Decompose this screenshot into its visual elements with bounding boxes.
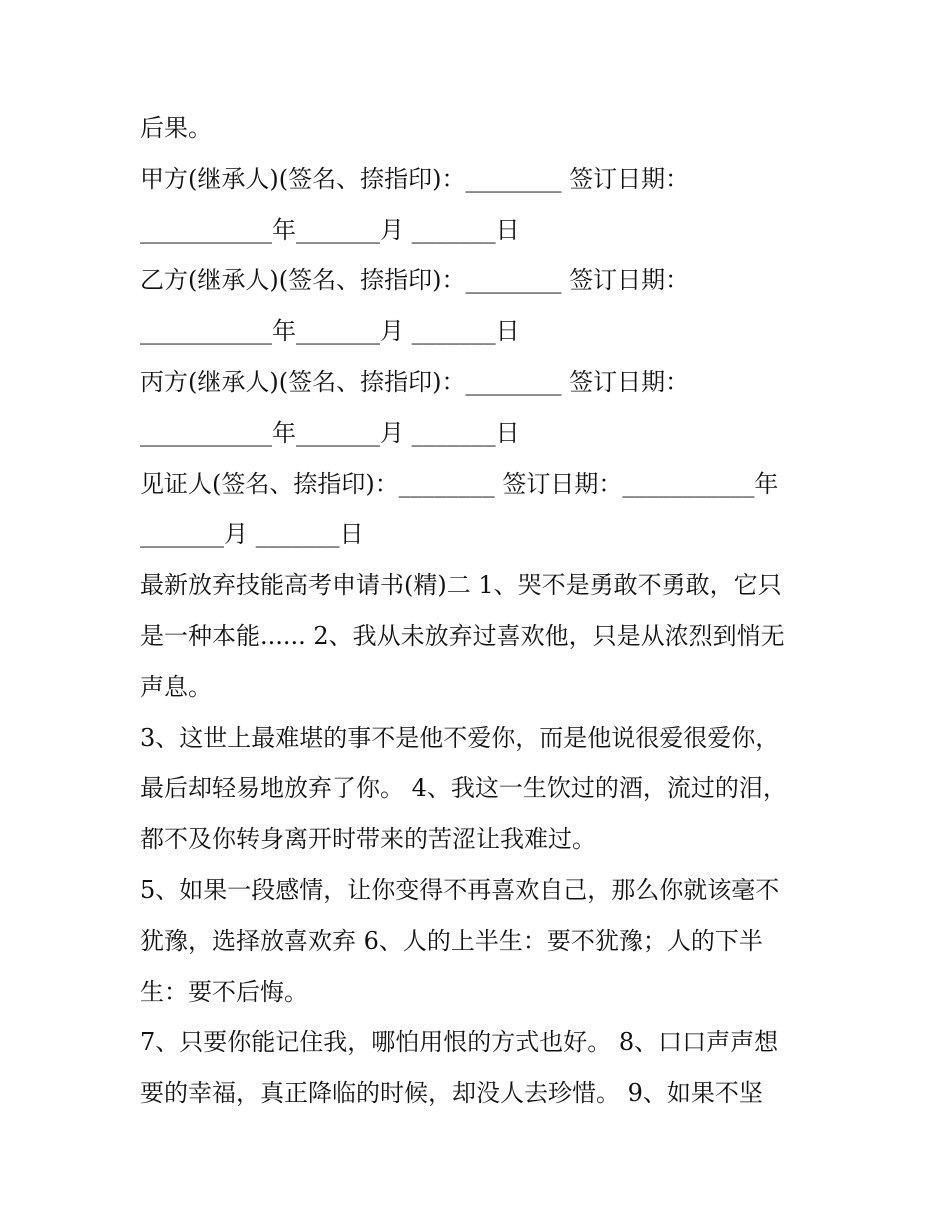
date-line: ___________年_______月 _______日	[140, 418, 520, 447]
text-line: 后果。	[140, 114, 212, 142]
date-line: ___________年_______月 _______日	[140, 215, 520, 244]
text-line: 7、只要你能记住我，哪怕用恨的方式也好。 8、口口声声想	[140, 1028, 779, 1057]
text-line: 要的幸福，真正降临的时候，却没人去珍惜。 9、如果不坚	[140, 1079, 763, 1108]
signature-line-party-a: 甲方(继承人)(签名、捺指印)：________ 签订日期：	[140, 164, 690, 193]
text-line: 生：要不后悔。	[140, 977, 308, 1006]
text-line: 3、这世上最难堪的事不是他不爱你，而是他说很爱很爱你，	[140, 723, 780, 752]
signature-line-party-c: 丙方(继承人)(签名、捺指印)：________ 签订日期：	[140, 367, 690, 396]
date-line: ___________年_______月 _______日	[140, 317, 520, 346]
document-body	[140, 103, 810, 1119]
text-line: 5、如果一段感情，让你变得不再喜欢自己，那么你就该毫不	[140, 875, 780, 904]
signature-line-witness: 见证人(签名、捺指印)：________ 签订日期：___________年	[140, 469, 779, 498]
date-line: _______月 _______日	[140, 520, 364, 549]
text-line: 犹豫，选择放喜欢弃 6、人的上半生：要不犹豫；人的下半	[140, 926, 763, 955]
text-line: 最后却轻易地放弃了你。 4、我这一生饮过的酒，流过的泪，	[140, 774, 787, 803]
text-line: 最新放弃技能高考申请书(精)二 1、哭不是勇敢不勇敢，它只	[140, 571, 782, 600]
text-line: 声息。	[140, 672, 212, 701]
text-line: 是一种本能...... 2、我从未放弃过喜欢他，只是从浓烈到悄无	[140, 621, 785, 650]
text-line: 都不及你转身离开时带来的苦涩让我难过。	[140, 825, 596, 854]
signature-line-party-b: 乙方(继承人)(签名、捺指印)：________ 签订日期：	[140, 266, 690, 295]
